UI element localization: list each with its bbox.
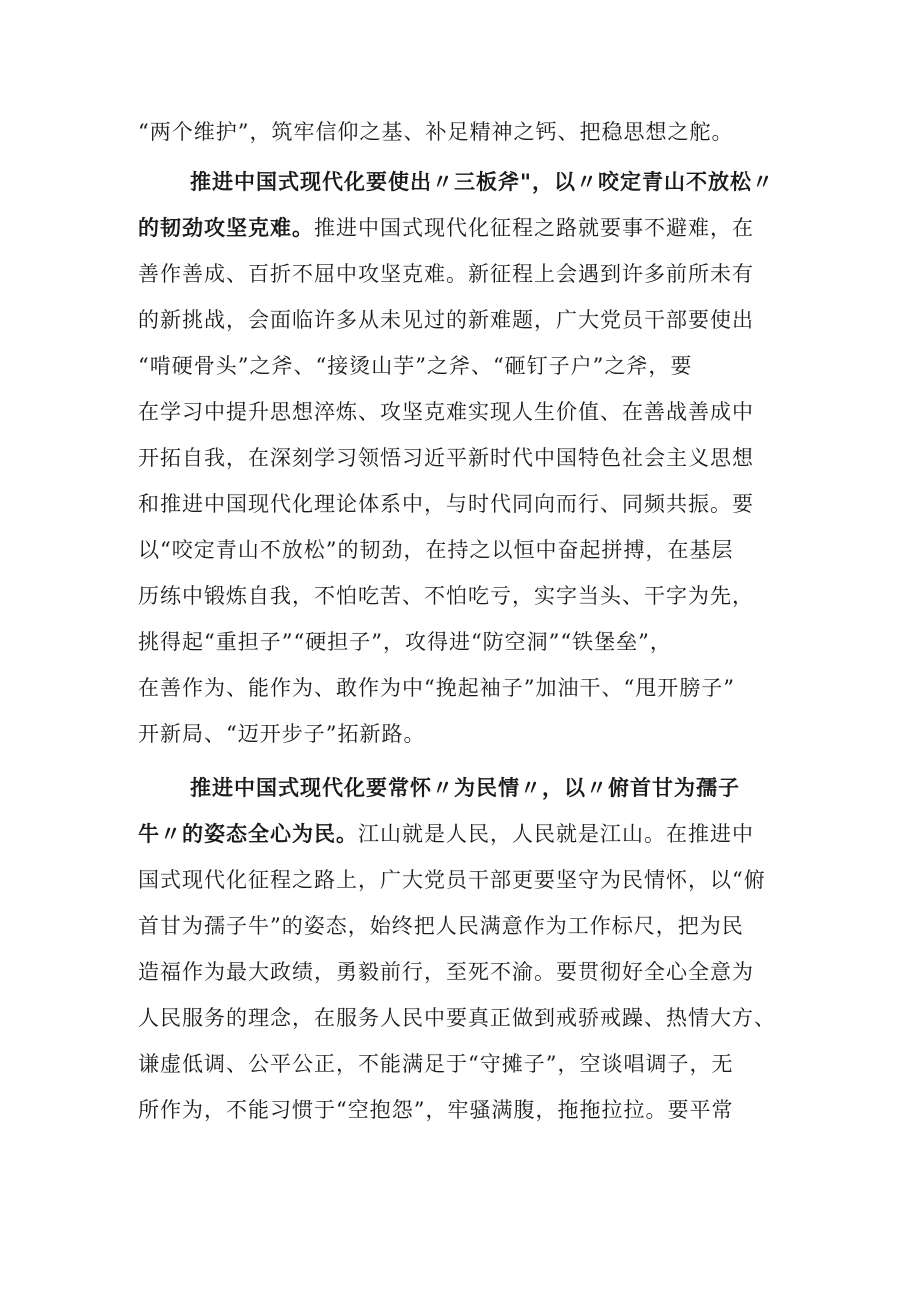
paragraph-2-line-2 — [138, 218, 754, 239]
paragraph-3-line-2-rest: 江山就是人民，人民就是江山。在推进中 — [358, 822, 754, 846]
paragraph-2-line-4: 的新挑战，会面临许多从未见过的新难题，广大党员干部要使出 — [138, 308, 754, 332]
paragraph-3-line-4: 首甘为孺子牛”的姿态，始终把人民满意作为工作标尺，把为民 — [138, 914, 744, 938]
paragraph-2-line-2-rest: 推进中国式现代化征程之路就要事不避难，在 — [314, 216, 754, 240]
paragraph-3-line-3: 国式现代化征程之路上，广大党员干部更要坚守为民情怀，以“俯 — [138, 868, 766, 892]
paragraph-2-line-10: 历练中锻炼自我，不怕吃苦、不怕吃亏，实字当头、干字为先， — [138, 584, 754, 608]
paragraph-2-line-9: 以“咬定青山不放松”的韧劲，在持之以恒中奋起拼搏，在基层 — [138, 538, 734, 562]
paragraph-3-line-2 — [138, 824, 754, 845]
paragraph-2-line-8: 和推进中国现代化理论体系中，与时代同向而行、同频共振。要 — [138, 492, 754, 516]
paragraph-2-heading-line-2: 的韧劲攻坚克难。 — [138, 216, 314, 240]
paragraph-2-line-3: 善作善成、百折不屈中攻坚克难。新征程上会遇到许多前所未有 — [138, 262, 754, 286]
paragraph-2-line-5: “啃硬骨头”之斧、“接烫山芋”之斧、“砸钉子户”之斧，要 — [138, 354, 693, 378]
paragraph-3-line-7: 谦虚低调、公平公正，不能满足于“守摊子”，空谈唱调子，无 — [138, 1052, 734, 1076]
paragraph-2-line-13: 开新局、“迈开步子”拓新路。 — [138, 722, 426, 746]
paragraph-3-line-8: 所作为，不能习惯于“空抱怨”，牢骚满腹，拖拖拉拉。要平常 — [138, 1098, 734, 1122]
paragraph-2-line-11: 挑得起“重担子”“硬担子”，攻得进“防空洞”“铁堡垒”， — [138, 630, 672, 654]
paragraph-3-line-5: 造福作为最大政绩，勇毅前行，至死不渝。要贯彻好全心全意为 — [138, 960, 754, 984]
paragraph-1-line-1: “两个维护”，筑牢信仰之基、补足精神之钙、把稳思想之舵。 — [138, 120, 734, 144]
paragraph-3-heading-line-2: 牛〃的姿态全心为民。 — [138, 822, 358, 846]
paragraph-3-heading-line-1: 推进中国式现代化要常怀〃为民情〃，以〃俯首甘为孺子 — [190, 776, 740, 800]
paragraph-2-line-7: 开拓自我，在深刻学习领悟习近平新时代中国特色社会主义思想 — [138, 446, 754, 470]
paragraph-3-line-6: 人民服务的理念，在服务人民中要真正做到戒骄戒躁、热情大方、 — [138, 1006, 776, 1030]
paragraph-2-heading-line-1: 推进中国式现代化要使出〃三板斧"，以〃咬定青山不放松〃 — [190, 170, 774, 194]
paragraph-2-line-6: 在学习中提升思想淬炼、攻坚克难实现人生价值、在善战善成中 — [138, 400, 754, 424]
paragraph-2-line-12: 在善作为、能作为、敢作为中“挽起袖子”加油干、“甩开膀子” — [138, 676, 735, 700]
